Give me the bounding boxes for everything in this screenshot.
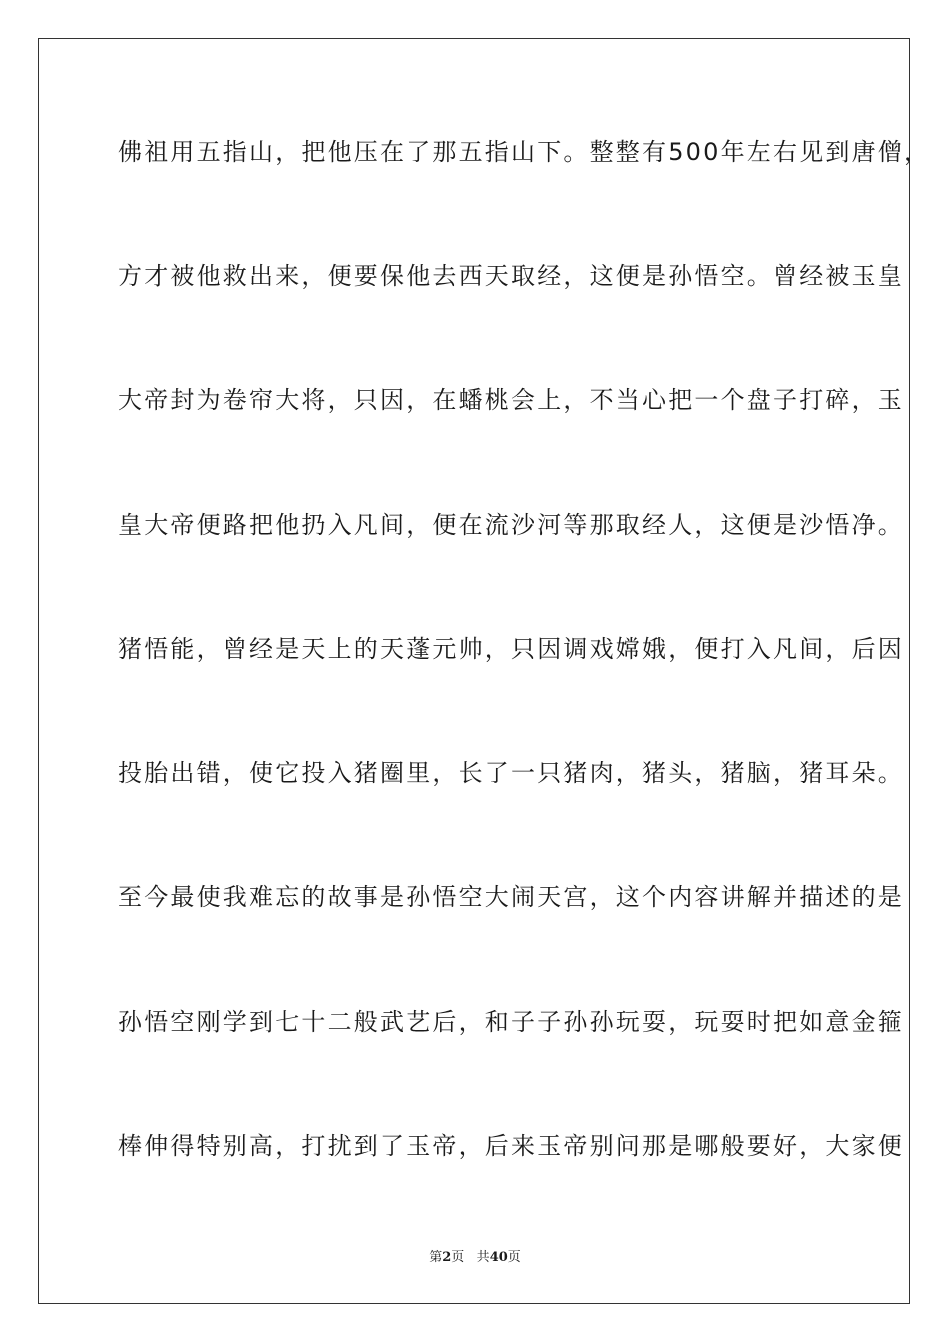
page-footer <box>0 1249 950 1267</box>
text-line-1: 佛祖用五指山，把他压在了那五指山下。整整有500年左右见到唐僧， <box>118 138 931 166</box>
total-suffix: 页 <box>507 1250 521 1265</box>
text-line-3: 大帝封为卷帘大将，只因，在蟠桃会上，不当心把一个盘子打碎，玉 <box>118 386 904 414</box>
text-line-7: 至今最使我难忘的故事是孙悟空大闹天宫，这个内容讲解并描述的是 <box>118 883 904 911</box>
text-line-8: 孙悟空刚学到七十二般武艺后，和子子孙孙玩耍，玩耍时把如意金箍 <box>118 1008 904 1036</box>
text-line-6: 投胎出错，使它投入猪圈里，长了一只猪肉，猪头，猪脑，猪耳朵。 <box>118 759 904 787</box>
text-line-5: 猪悟能，曾经是天上的天蓬元帅，只因调戏嫦娥，便打入凡间，后因 <box>118 635 904 663</box>
text-line-4: 皇大帝便路把他扔入凡间，便在流沙河等那取经人，这便是沙悟净。 <box>118 511 904 539</box>
page-number: 2 <box>442 1250 452 1265</box>
total-pages: 40 <box>489 1250 508 1265</box>
page-suffix: 页 <box>451 1250 465 1265</box>
text-line-2: 方才被他救出来，便要保他去西天取经，这便是孙悟空。曾经被玉皇 <box>118 262 904 290</box>
page-prefix: 第 <box>429 1250 443 1265</box>
text-line-9: 棒伸得特别高，打扰到了玉帝，后来玉帝别问那是哪般要好，大家便 <box>118 1132 904 1160</box>
total-prefix: 共 <box>476 1250 490 1265</box>
